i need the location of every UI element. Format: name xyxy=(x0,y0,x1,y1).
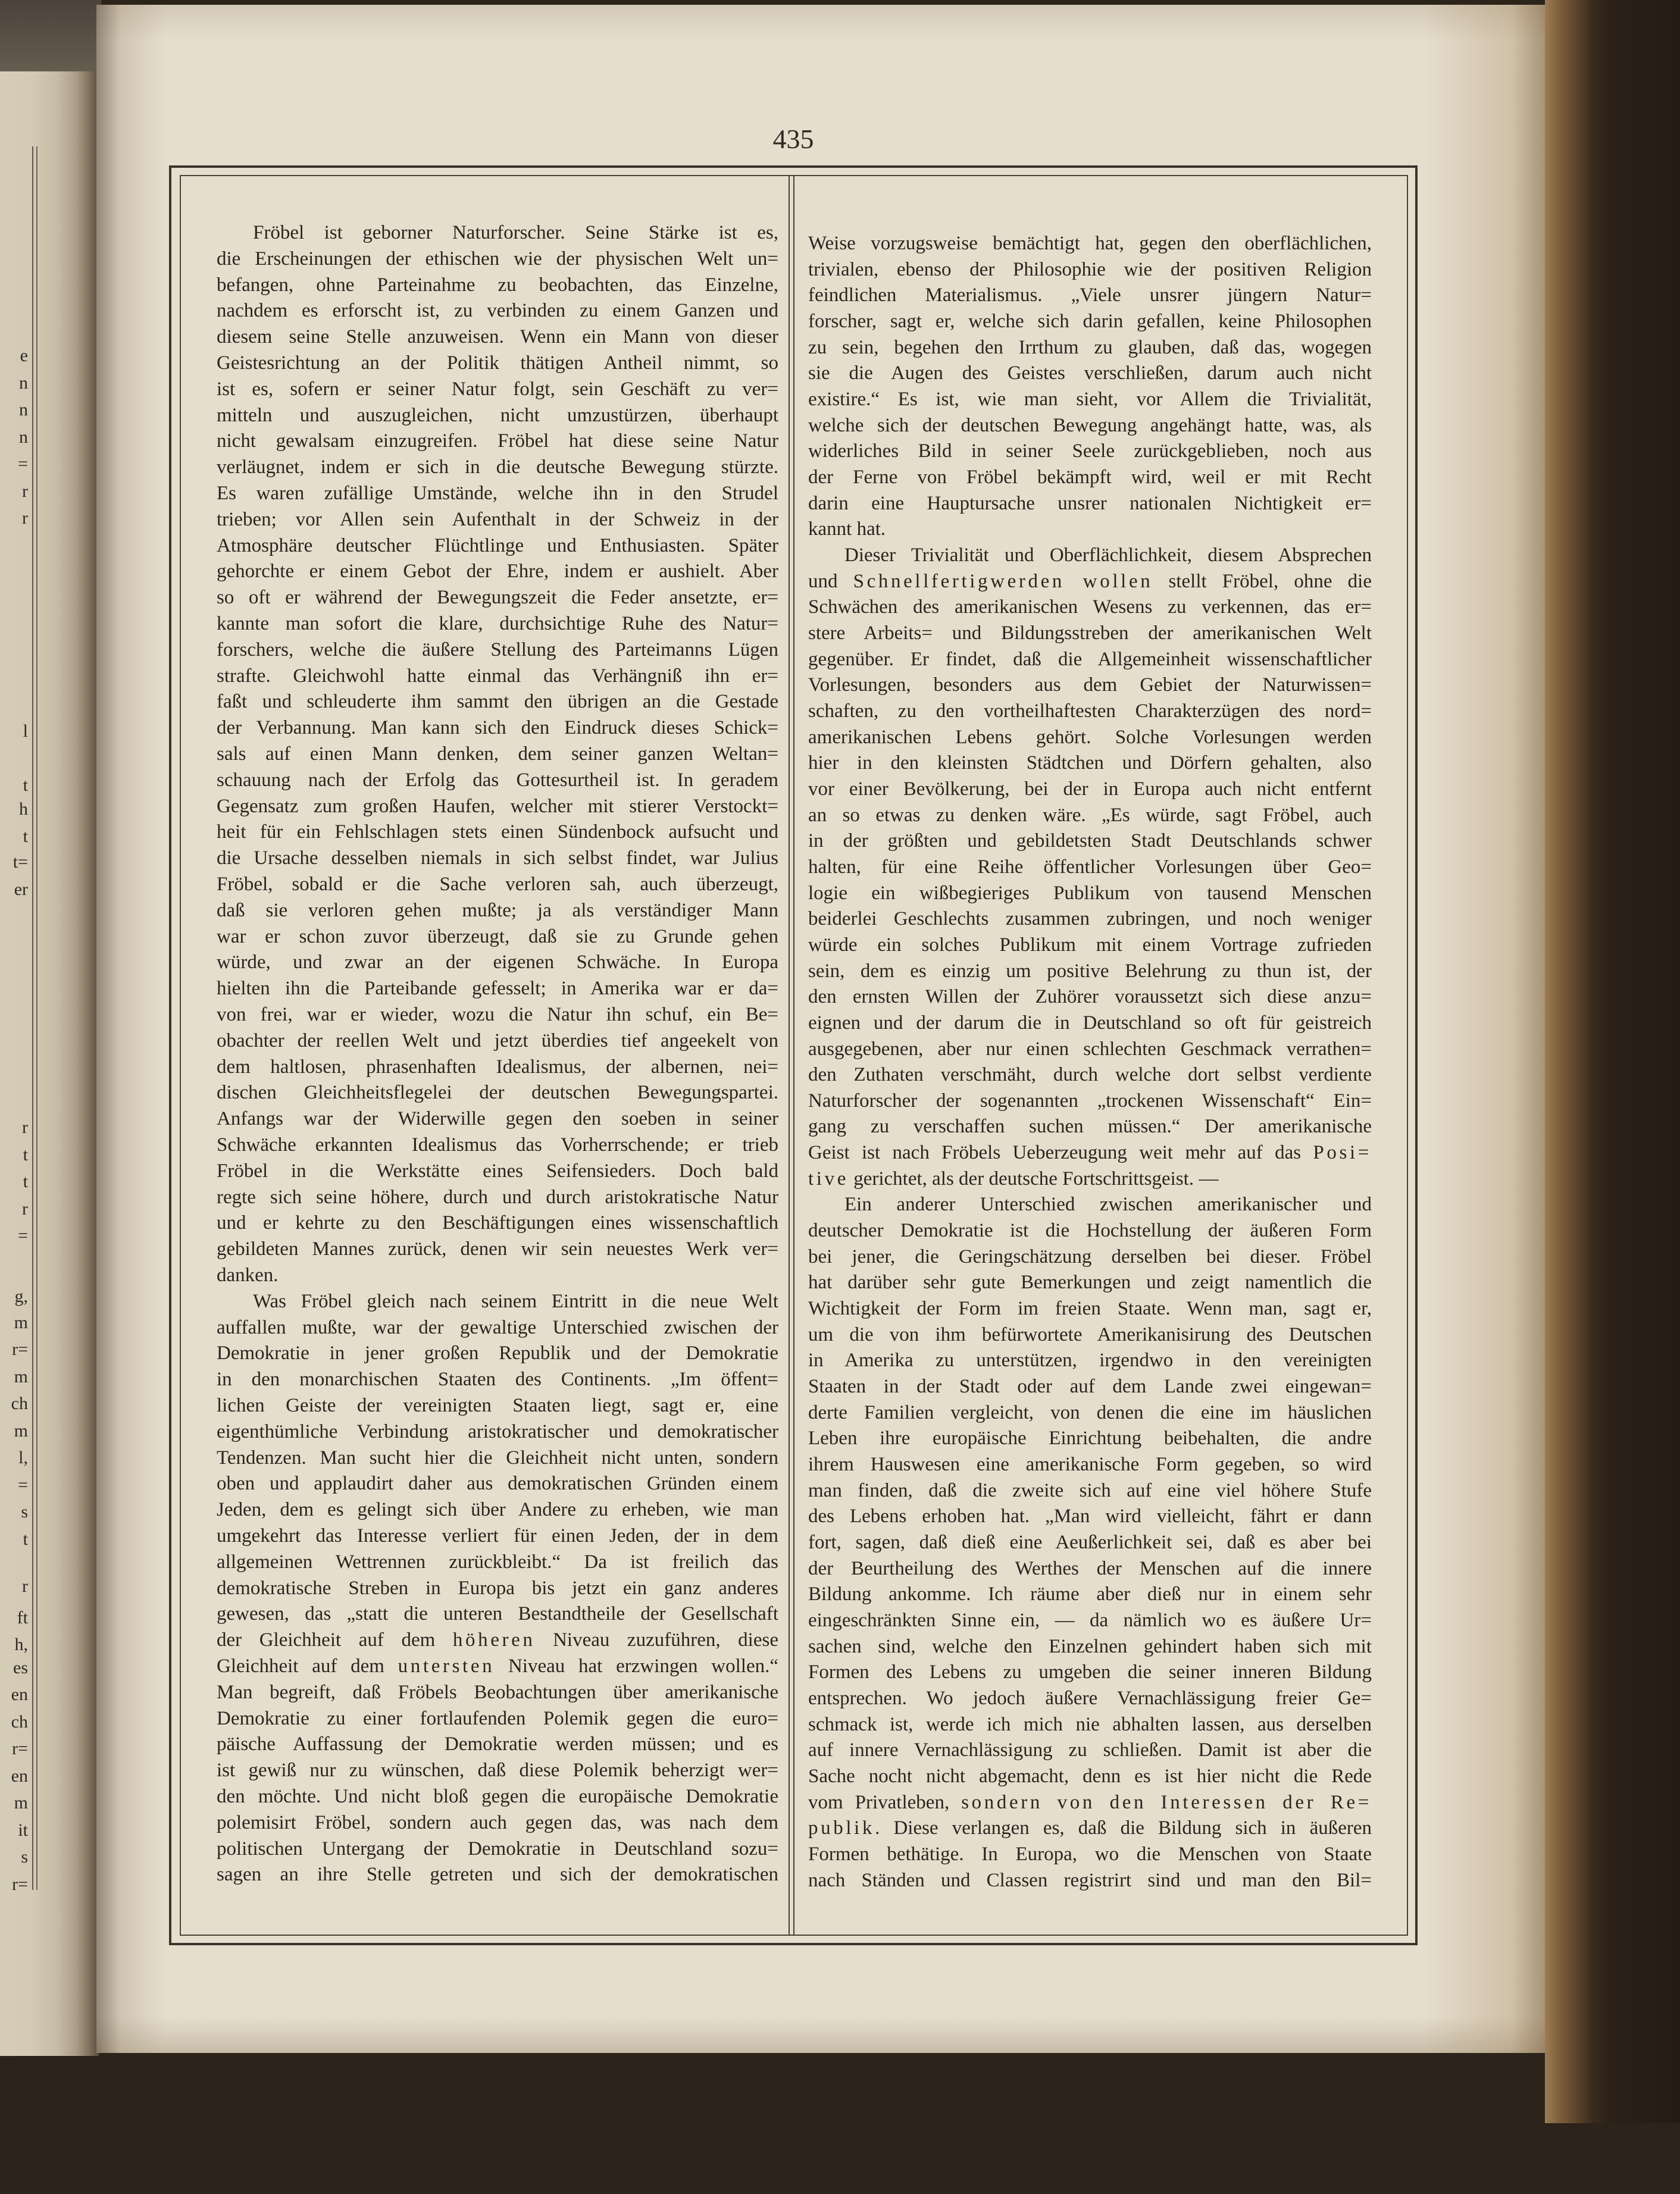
previous-page-frame-rule xyxy=(36,146,37,1890)
previous-page-fragment: s xyxy=(21,1847,28,1867)
text-line: päische Auffassung der Demokratie werden müssen; und es xyxy=(217,1733,778,1755)
text-line: existire.“ Es ist, wie man sieht, vor Allem die Trivialität, xyxy=(808,389,1372,410)
left-column xyxy=(217,220,778,2183)
letterspaced-text: publik xyxy=(808,1817,875,1839)
text-line: Geist ist nach Fröbels Ueberzeugung weit mehr auf das Posi= xyxy=(808,1142,1372,1164)
text-line: würde ein solches Publikum mit einem Vortrage zufrieden xyxy=(808,934,1372,956)
right-column xyxy=(808,230,1372,2194)
previous-page-fragment: l, xyxy=(18,1448,28,1467)
text-line: gewesen, das „statt die unteren Bestandtheile der Gesellschaft xyxy=(217,1603,778,1625)
text-line: Formen bethätige. In Europa, wo die Menschen von Staate xyxy=(808,1843,1372,1865)
text-line: logie ein wißbegieriges Publikum von tausend Menschen xyxy=(808,882,1372,904)
text-line: widerliches Bild in seiner Seele zurückgeblieben, noch aus xyxy=(808,440,1372,462)
previous-page-fragment: r xyxy=(22,481,28,501)
text-line: faßt und schleuderte ihm sammt den übrigen an die Gestade xyxy=(217,691,778,713)
text-line: deutscher Demokratie ist die Hochstellung der äußeren Form xyxy=(808,1220,1372,1242)
text-line: kannt hat. xyxy=(808,518,886,540)
text-line: gang zu verschaffen suchen müssen.“ Der amerikanische xyxy=(808,1116,1372,1138)
letterspaced-text: Posi= xyxy=(1313,1142,1372,1164)
previous-page-fragment: h, xyxy=(14,1635,28,1654)
previous-page-fragment: t xyxy=(23,775,28,795)
previous-page-fragment: r= xyxy=(12,1739,28,1758)
previous-page-fragment: en xyxy=(11,1685,28,1704)
text-line: diesem seine Stelle anzuweisen. Wenn ein Mann von dieser xyxy=(217,326,778,348)
previous-page-fragment: r xyxy=(22,1576,28,1596)
previous-page-fragment: ft xyxy=(17,1608,28,1627)
previous-page-fragment: es xyxy=(13,1658,28,1677)
text-line: allgemeinen Wettrennen zurückbleibt.“ Da ist freilich das xyxy=(217,1551,778,1573)
text-line: Was Fröbel gleich nach seinem Eintritt in die neue Welt xyxy=(253,1290,778,1312)
text-line: die Ursache desselben niemals in sich selbst findet, war Julius xyxy=(217,847,778,869)
text-line: derte Familien vergleicht, von denen die eine im häuslichen xyxy=(808,1401,1372,1423)
previous-page-fragment: r xyxy=(22,508,28,528)
text-line: Schwächen des amerikanischen Wesens zu verkennen, das er= xyxy=(808,596,1372,618)
text-line: Geistesrichtung an der Politik thätigen Antheil nimmt, so xyxy=(217,352,778,374)
previous-page-fragment: r= xyxy=(12,1339,28,1359)
text-line: regte sich seine höhere, durch und durch aristokratische Natur xyxy=(217,1186,778,1208)
page-number: 435 xyxy=(772,124,814,154)
text-line: Anfangs war der Widerwille gegen den soeben in seiner xyxy=(217,1108,778,1130)
text-line: Fröbel ist geborner Naturforscher. Seine Stärke ist es, xyxy=(253,222,778,243)
previous-page-fragment: = xyxy=(18,454,28,474)
previous-page-fragment: er xyxy=(14,880,28,899)
text-line: oben und applaudirt daher aus demokratischen Gründen einem xyxy=(217,1473,778,1495)
previous-page-fragment: en xyxy=(11,1766,28,1786)
previous-page-fragment: m xyxy=(14,1793,28,1813)
text-line: und er kehrte zu den Beschäftigungen eines wissenschaftlich xyxy=(217,1212,778,1234)
text-line: eigenthümliche Verbindung aristokratischer und demokratischer xyxy=(217,1420,778,1442)
previous-page-fragment: = xyxy=(18,1475,28,1495)
text-line: darin eine Hauptursache unsrer nationalen Nichtigkeit er= xyxy=(808,492,1372,514)
previous-page-fragment: r xyxy=(22,1199,28,1219)
text-line: Ein anderer Unterschied zwischen amerikanischer und xyxy=(844,1194,1372,1216)
text-line: danken. xyxy=(217,1265,279,1286)
previous-page-fragment: t= xyxy=(12,852,28,872)
text-line: Bildung ankomme. Ich räume aber dieß nur in einem sehr xyxy=(808,1583,1372,1605)
previous-page-fragment: t xyxy=(23,1529,28,1549)
text-line: ausgegebenen, aber nur einen schlechten Geschmack verrathen= xyxy=(808,1038,1372,1060)
text-line: gehorchte er einem Gebot der Ehre, indem er aushielt. Aber xyxy=(217,561,778,583)
text-line: fort, sagen, daß dieß eine Aeußerlichkeit sei, daß es aber bei xyxy=(808,1532,1372,1553)
text-line: amerikanischen Lebens gehört. Solche Vorlesungen werden xyxy=(808,726,1372,748)
text-line: Naturforscher der sogenannten „trockenen Wissenschaft“ Ein= xyxy=(808,1090,1372,1112)
text-line: forschers, welche die äußere Stellung des Parteimanns Lügen xyxy=(217,639,778,661)
book-edge xyxy=(1545,0,1680,2123)
text-line: der Verbannung. Man kann sich den Eindruck dieses Schick= xyxy=(217,717,778,739)
text-line: Vorlesungen, besonders aus dem Gebiet der Naturwissen= xyxy=(808,674,1372,696)
letterspaced-text: höheren xyxy=(452,1629,536,1651)
text-line: Tendenzen. Man sucht hier die Gleichheit nicht unten, sondern xyxy=(217,1447,778,1469)
text-line: sie die Augen des Geistes verschließen, darum auch nicht xyxy=(808,362,1372,384)
previous-page-fragment: n xyxy=(19,427,28,447)
previous-page-fragment: n xyxy=(19,373,28,393)
text-line: zu sein, begehen den Irrthum zu glauben, daß das, wogegen xyxy=(808,336,1372,358)
text-line: strafte. Gleichwohl hatte einmal das Verhängniß ihn er= xyxy=(217,665,778,687)
text-line: Staaten in der Stadt oder auf dem Lande zwei eingewan= xyxy=(808,1376,1372,1397)
text-line: war er schon zuvor überzeugt, daß sie zu Grunde gehen xyxy=(217,925,778,947)
text-line: Fröbel, sobald er die Sache verloren sah, auch überzeugt, xyxy=(217,874,778,895)
text-line: hier in den kleinsten Städtchen und Dörfern gehalten, also xyxy=(808,752,1372,774)
previous-page-fragment: g, xyxy=(14,1287,28,1306)
text-line: man finden, daß die zweite sich auf eine viel höhere Stufe xyxy=(808,1479,1372,1501)
text-line: Dieser Trivialität und Oberflächlichkeit, diesem Absprechen xyxy=(844,544,1372,566)
text-line: so oft er während der Bewegungszeit die Feder ansetzte, er= xyxy=(217,587,778,609)
previous-page-text-fragments xyxy=(0,0,28,2123)
text-line: obachter der reellen Welt und jetzt überdies tief angeekelt von xyxy=(217,1029,778,1051)
letterspaced-text: sondern von den Interessen der Re= xyxy=(961,1791,1372,1813)
text-line: und Schnellfertigwerden wollen stellt Fröbel, ohne die xyxy=(808,570,1372,592)
text-line: ist gewiß nur zu wünschen, daß diese Polemik beherzigt wer= xyxy=(217,1760,778,1782)
text-line: sein, dem es einzig um positive Belehrung zu thun ist, der xyxy=(808,960,1372,982)
text-line: eingeschränkten Sinne ein, — da nämlich wo es äußere Ur= xyxy=(808,1610,1372,1631)
previous-page-fragment: it xyxy=(18,1820,28,1840)
text-line: hielten ihn die Parteibande gefesselt; in Amerika war er da= xyxy=(217,978,778,1000)
text-line: verläugnet, indem er sich in die deutsche Bewegung stürzte. xyxy=(217,456,778,478)
text-line: den ernsten Willen der Zuhörer voraussetzt sich diese anzu= xyxy=(808,986,1372,1008)
text-line: trieben; vor Allen sein Aufenthalt in der Schweiz in der xyxy=(217,508,778,530)
text-line: die Erscheinungen der ethischen wie der physischen Welt un= xyxy=(217,248,778,270)
text-line: kannte man sofort die klare, durchsichtige Ruhe des Natur= xyxy=(217,613,778,634)
text-line: Wichtigkeit der Form im freien Staate. Wenn man, sagt er, xyxy=(808,1298,1372,1320)
previous-page-fragment: = xyxy=(18,1226,28,1245)
text-line: Formen des Lebens zu umgeben die seiner inneren Bildung xyxy=(808,1661,1372,1683)
text-line: Demokratie zu einer fortlaufenden Polemik gegen die euro= xyxy=(217,1707,778,1729)
text-line: Schwäche erkannten Idealismus das Vorherrschende; er trieb xyxy=(217,1134,778,1156)
text-line: polemisirt Fröbel, sondern auch gegen das, was nach dem xyxy=(217,1811,778,1833)
text-line: Fröbel in die Werkstätte eines Seifensieders. Doch bald xyxy=(217,1160,778,1182)
text-line: daß sie verloren gehen mußte; ja als verständiger Mann xyxy=(217,899,778,921)
previous-page-fragment: t xyxy=(23,1172,28,1191)
text-line: auf innere Vernachlässigung zu schließen. Damit ist aber die xyxy=(808,1739,1372,1761)
text-line: ihrem Hauswesen eine amerikanische Form gegeben, so wird xyxy=(808,1454,1372,1475)
column-divider xyxy=(789,175,790,1936)
text-line: Atmosphäre deutscher Flüchtlinge und Enthusiasten. Später xyxy=(217,534,778,556)
text-line: heit für ein Fehlschlagen stets einen Sündenbock aufsucht und xyxy=(217,821,778,843)
text-line: würde, und zwar an der eigenen Schwäche. In Europa xyxy=(217,952,778,974)
previous-page-fragment: m xyxy=(14,1421,28,1441)
previous-page-fragment: ch xyxy=(11,1712,28,1732)
text-line: umgekehrt das Interesse verliert für einen Jeden, der in dem xyxy=(217,1525,778,1547)
previous-page-fragment: m xyxy=(14,1367,28,1386)
text-line: dem haltlosen, phrasenhaften Idealismus, der albernen, nei= xyxy=(217,1056,778,1078)
letterspaced-text: untersten xyxy=(398,1655,495,1677)
text-line: Sache nocht nicht abgemacht, denn es ist hier nicht die Rede xyxy=(808,1765,1372,1787)
text-line: Gleichheit auf dem untersten Niveau hat erzwingen wollen.“ xyxy=(217,1655,778,1677)
text-line: Jeden, dem es gelingt sich über Andere zu erheben, wie man xyxy=(217,1499,778,1521)
text-line: Weise vorzugsweise bemächtigt hat, gegen den oberflächlichen, xyxy=(808,233,1372,254)
column-divider xyxy=(793,175,794,1936)
text-line: Leben ihre europäische Einrichtung beibehalten, die andre xyxy=(808,1428,1372,1450)
text-line: politischen Untergang der Demokratie in Deutschland sozu= xyxy=(217,1838,778,1860)
text-line: Es waren zufällige Umstände, welche ihn in den Strudel xyxy=(217,483,778,504)
text-line: Gegensatz zum großen Haufen, welcher mit stierer Verstockt= xyxy=(217,795,778,817)
text-line: schauung nach der Erfolg das Gottesurtheil ist. In geradem xyxy=(217,769,778,791)
previous-page-fragment: h xyxy=(19,799,28,819)
text-line: Demokratie in jener großen Republik und der Demokratie xyxy=(217,1342,778,1364)
text-line: forscher, sagt er, welche sich darin gefallen, keine Philosophen xyxy=(808,311,1372,332)
letterspaced-text: Schnellfertigwerden wollen xyxy=(853,570,1153,592)
text-line: in Amerika zu unterstützen, irgendwo in den vereinigten xyxy=(808,1350,1372,1372)
previous-page-fragment: s xyxy=(21,1502,28,1522)
text-line: des Lebens erhoben hat. „Man wird vielleicht, fährt er dann xyxy=(808,1506,1372,1528)
previous-page-fragment: m xyxy=(14,1313,28,1332)
text-line: feindlichen Materialismus. „Viele unsrer jüngern Natur= xyxy=(808,284,1372,306)
text-line: um die von ihm befürwortete Amerikanisirung des Deutschen xyxy=(808,1323,1372,1345)
text-line: an so etwas zu denken wäre. „Es würde, sagt Fröbel, auch xyxy=(808,804,1372,826)
previous-page-fragment: l xyxy=(23,721,28,741)
text-line: ist es, sofern er seiner Natur folgt, sein Geschäft zu ver= xyxy=(217,378,778,400)
text-line: nachdem es erforscht ist, zu verbinden zu einem Ganzen und xyxy=(217,300,778,322)
text-line: schaften, zu den vortheilhaftesten Charakterzügen des nord= xyxy=(808,700,1372,722)
letterspaced-text: tive xyxy=(808,1168,849,1190)
text-line: publik. Diese verlangen es, daß die Bildung sich in äußeren xyxy=(808,1817,1372,1839)
text-line: Man begreift, daß Fröbels Beobachtungen über amerikanische xyxy=(217,1681,778,1703)
previous-page-frame-rule xyxy=(32,146,33,1890)
text-line: stere Arbeits= und Bildungsstreben der amerikanischen Welt xyxy=(808,622,1372,644)
text-line: gebildeten Mannes zurück, denen wir sein neuestes Werk ver= xyxy=(217,1238,778,1260)
text-line: sagen an ihre Stelle getreten und sich der demokratischen xyxy=(217,1864,778,1886)
text-line: nicht gewalsam einzugreifen. Fröbel hat diese seine Natur xyxy=(217,430,778,452)
text-line: den möchte. Und nicht bloß gegen die europäische Demokratie xyxy=(217,1786,778,1807)
text-line: der Ferne von Fröbel bekämpft wird, weil er mit Recht xyxy=(808,466,1372,488)
previous-page-fragment: r= xyxy=(12,1874,28,1894)
text-line: von frei, war er wieder, wozu die Natur ihn schuf, ein Be= xyxy=(217,1004,778,1025)
text-line: der Gleichheit auf dem höheren Niveau zuzuführen, diese xyxy=(217,1629,778,1651)
text-line: dischen Gleichheitsflegelei der deutschen Bewegungspartei. xyxy=(217,1082,778,1104)
text-line: lichen Geiste der vereinigten Staaten liegt, sagt er, eine xyxy=(217,1395,778,1416)
text-line: vom Privatleben, sondern von den Interessen der Re= xyxy=(808,1791,1372,1813)
previous-page-fragment: ch xyxy=(11,1394,28,1413)
text-line: beiderlei Geschlechts zusammen zubringen, und noch weniger xyxy=(808,908,1372,930)
previous-page-fragment: t xyxy=(23,827,28,846)
text-line: bei jener, die Geringschätzung derselben bei dieser. Fröbel xyxy=(808,1245,1372,1267)
text-line: sals auf einen Mann denken, dem seiner ganzen Weltan= xyxy=(217,743,778,765)
text-line: gegenüber. Er findet, daß die Allgemeinheit wissenschaftlicher xyxy=(808,648,1372,670)
text-line: in den monarchischen Staaten des Continents. „Im öffent= xyxy=(217,1369,778,1391)
text-line: entsprechen. Wo jedoch äußere Vernachlässigung freier Ge= xyxy=(808,1688,1372,1709)
text-line: nach Ständen und Classen registrirt sind und man den Bil= xyxy=(808,1869,1372,1891)
text-line: eignen und der darum die in Deutschland so oft für geistreich xyxy=(808,1012,1372,1034)
previous-page-fragment: e xyxy=(20,346,28,365)
text-line: tive gerichtet, als der deutsche Fortschrittsgeist. — xyxy=(808,1168,1219,1190)
text-line: demokratische Streben in Europa bis jetzt ein ganz anderes xyxy=(217,1577,778,1599)
previous-page-fragment: t xyxy=(23,1145,28,1165)
text-line: hat darüber sehr gute Bemerkungen und zeigt namentlich die xyxy=(808,1272,1372,1294)
text-line: den Zuthaten verschmäht, durch welche dort selbst verdiente xyxy=(808,1064,1372,1086)
text-line: in der größten und gebildetsten Stadt Deutschlands schwer xyxy=(808,830,1372,852)
text-line: der Beurtheilung des Werthes der Menschen auf die innere xyxy=(808,1557,1372,1579)
text-line: auffallen mußte, war der gewaltige Unterschied zwischen der xyxy=(217,1316,778,1338)
text-line: mitteln und auszugleichen, nicht umzustürzen, überhaupt xyxy=(217,404,778,426)
text-line: vor einer Bevölkerung, bei der in Europa auch nicht entfernt xyxy=(808,778,1372,800)
text-line: befangen, ohne Parteinahme zu beobachten, das Einzelne, xyxy=(217,274,778,296)
text-line: schmack ist, werde ich mich nie abhalten lassen, aus derselben xyxy=(808,1713,1372,1735)
text-line: sachen sind, welche den Einzelnen gehindert haben sich mit xyxy=(808,1635,1372,1657)
previous-page-fragment: n xyxy=(19,400,28,420)
text-line: welche sich der deutschen Bewegung angehängt hatte, was, als xyxy=(808,414,1372,436)
text-line: halten, für eine Reihe öffentlicher Vorlesungen über Geo= xyxy=(808,856,1372,878)
text-line: trivialen, ebenso der Philosophie wie der positiven Religion xyxy=(808,258,1372,280)
previous-page-fragment: r xyxy=(22,1118,28,1137)
